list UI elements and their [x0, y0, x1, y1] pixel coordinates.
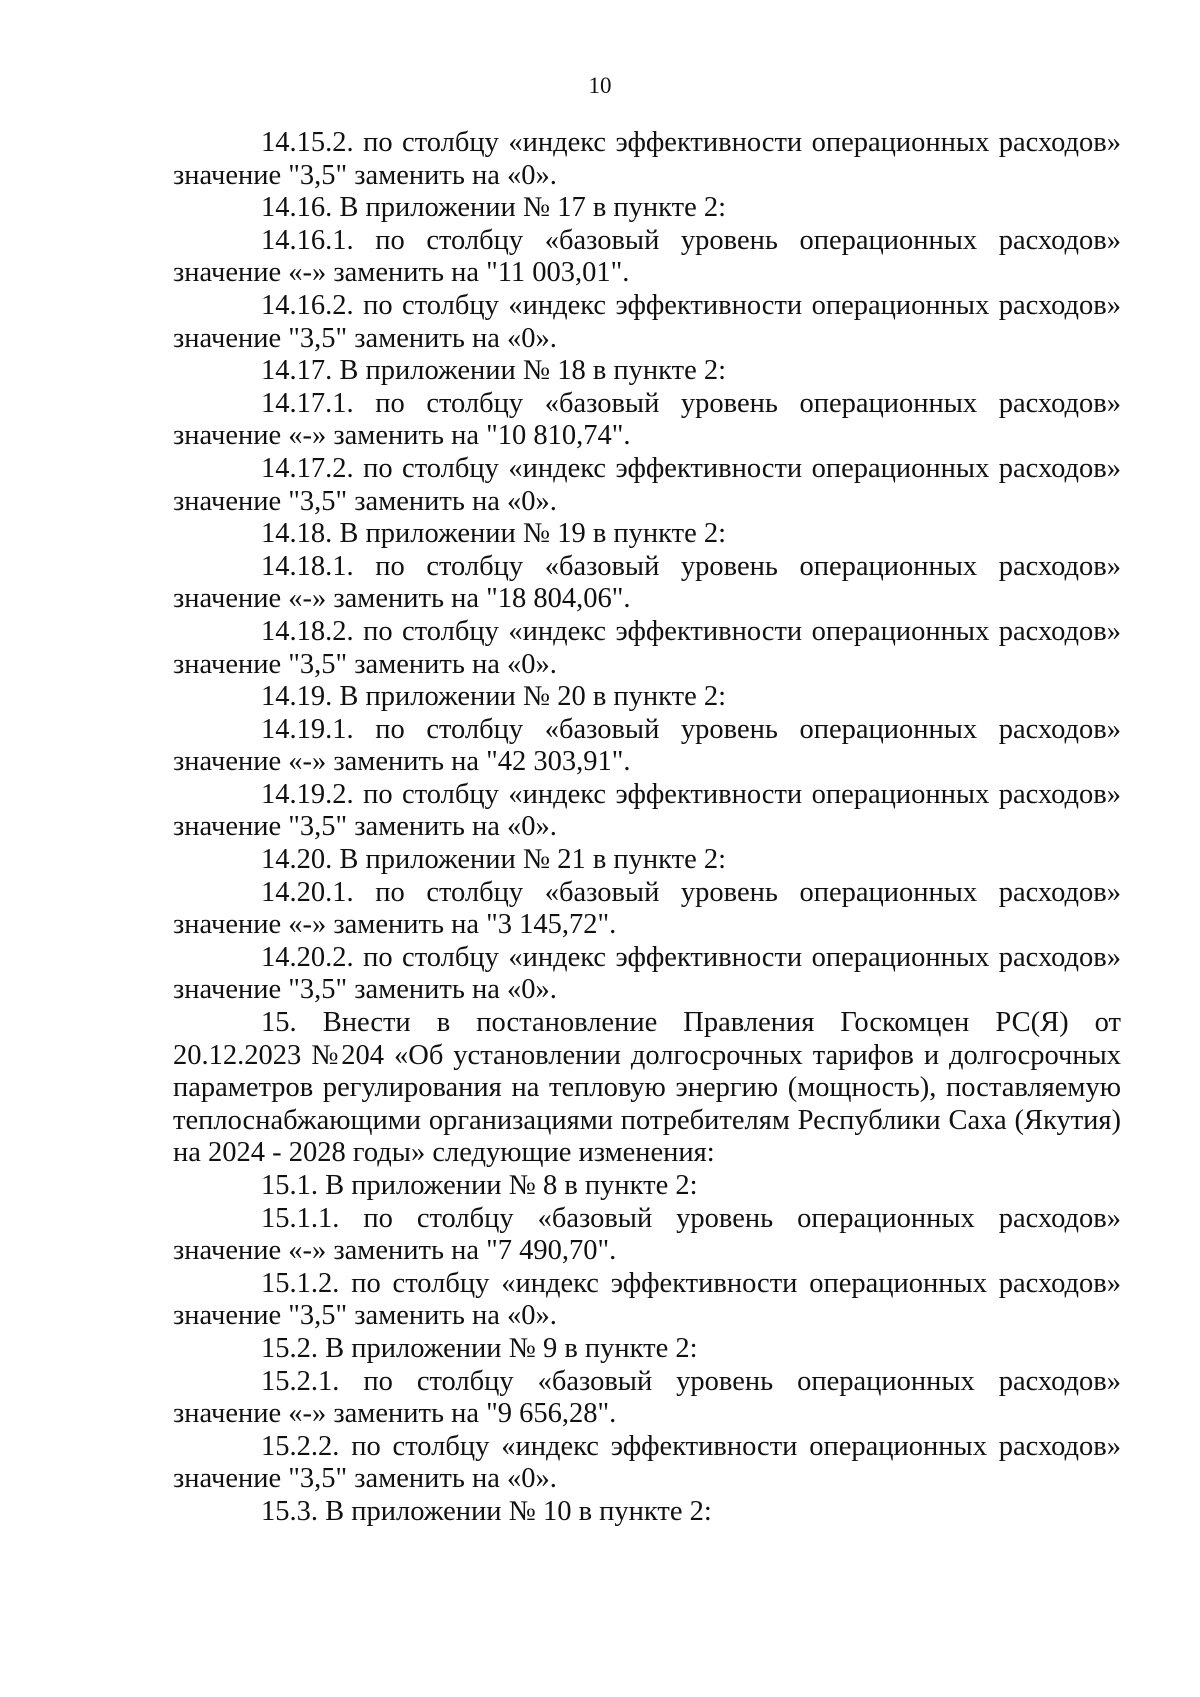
paragraph: 15.2. В приложении № 9 в пункте 2: [261, 1332, 698, 1364]
paragraph: 15.1.1. по столбцу «базовый уровень операционных расходов» значение «-» заменить на "7 490,70". [173, 1202, 1121, 1267]
paragraph: 14.18.1. по столбцу «базовый уровень операционных расходов» значение «-» заменить на "18 804,06". [173, 550, 1121, 615]
paragraph: 14.20.1. по столбцу «базовый уровень операционных расходов» значение «-» заменить на "3 145,72". [173, 876, 1121, 941]
paragraph: 15.1.2. по столбцу «индекс эффективности операционных расходов» значение "3,5" заменить на «0». [173, 1267, 1121, 1332]
paragraph: 15.2.2. по столбцу «индекс эффективности операционных расходов» значение "3,5" заменить на «0». [173, 1430, 1121, 1495]
paragraph: 14.17.2. по столбцу «индекс эффективности операционных расходов» значение "3,5" заменить на «0». [173, 452, 1121, 517]
page-number: 10 [588, 73, 612, 98]
paragraph: 14.17. В приложении № 18 в пункте 2: [261, 355, 727, 387]
paragraph: 15.2.1. по столбцу «базовый уровень операционных расходов» значение «-» заменить на "9 656,28". [173, 1365, 1121, 1430]
paragraph: 14.16.1. по столбцу «базовый уровень операционных расходов» значение «-» заменить на "11 003,01". [173, 224, 1121, 289]
paragraph: 14.16.2. по столбцу «индекс эффективности операционных расходов» значение "3,5" заменить на «0». [173, 289, 1121, 354]
paragraph: 14.20.2. по столбцу «индекс эффективности операционных расходов» значение "3,5" заменить на «0». [173, 941, 1121, 1006]
paragraph: 14.19. В приложении № 20 в пункте 2: [261, 681, 727, 713]
paragraph: 15.1. В приложении № 8 в пункте 2: [261, 1170, 698, 1201]
paragraph: 14.18. В приложении № 19 в пункте 2: [261, 518, 727, 550]
document-body [173, 127, 1121, 1529]
paragraph: 14.16. В приложении № 17 в пункте 2: [261, 192, 727, 224]
paragraph: 14.15.2. по столбцу «индекс эффективности операционных расходов» значение "3,5" заменить на «0». [173, 127, 1121, 191]
paragraph: 14.20. В приложении № 21 в пункте 2: [261, 844, 727, 876]
paragraph: 15.3. В приложении № 10 в пункте 2: [261, 1495, 712, 1527]
paragraph: 15. Внести в постановление Правления Госкомцен РС(Я) от 20.12.2023 №204 «Об установлении долгосрочных тарифов и долгосрочных параметров регулирования на тепловую энергию (мощность), поставляемую теплоснабжающими организациями потребителям Республики Саха (Якутия) на 2024 - 2028 годы» следующие изменения: [173, 1007, 1121, 1169]
paragraph: 14.18.2. по столбцу «индекс эффективности операционных расходов» значение "3,5" заменить на «0». [173, 615, 1121, 680]
paragraph: 14.19.1. по столбцу «базовый уровень операционных расходов» значение «-» заменить на "42 303,91". [173, 713, 1121, 778]
paragraph: 14.17.1. по столбцу «базовый уровень операционных расходов» значение «-» заменить на "10 810,74". [173, 387, 1121, 452]
paragraph: 14.19.2. по столбцу «индекс эффективности операционных расходов» значение "3,5" заменить на «0». [173, 778, 1121, 843]
